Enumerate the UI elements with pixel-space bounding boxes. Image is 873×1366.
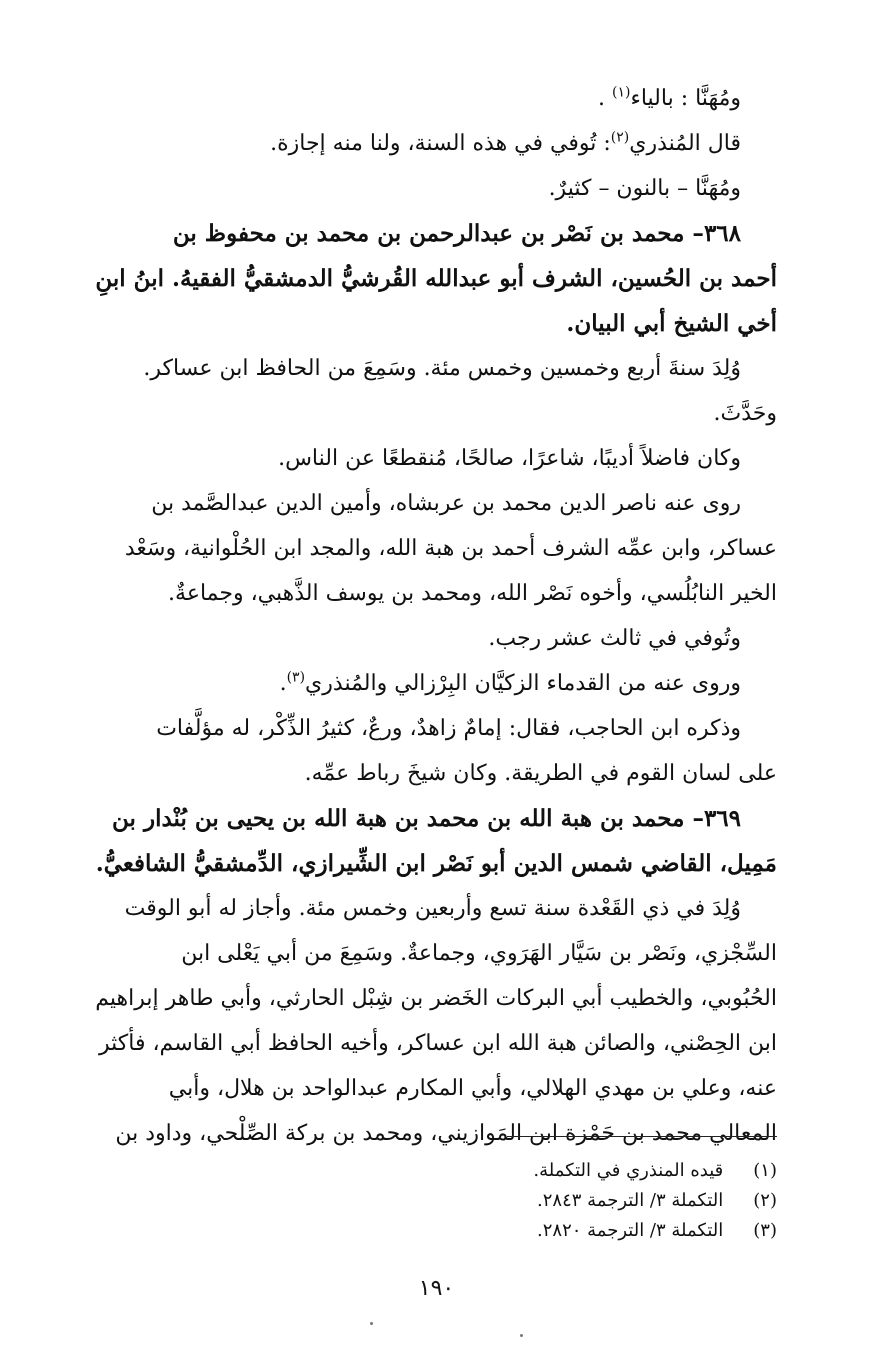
scan-speck [370, 1322, 373, 1325]
text-line [94, 616, 777, 661]
footnote-number: (٣) [753, 1220, 777, 1241]
main-text [94, 76, 777, 1156]
footnote-reference[interactable]: (٣) [286, 669, 306, 686]
line-text: السِّجْزي، ونَصْر بن سَيَّار الهَرَوي، وجماعةٌ. وسَمِعَ من أبي يَعْلى ابن [181, 941, 777, 966]
text-line [94, 886, 777, 931]
scan-speck [520, 1334, 523, 1337]
line-text: أحمد بن الحُسين، الشرف أبو عبدالله القُرشيُّ الدمشقيُّ الفقيهُ. ابنُ ابنِ [95, 265, 777, 292]
text-line [94, 391, 777, 436]
text-line [94, 751, 777, 796]
line-text: وحَدَّثَ. [713, 401, 777, 426]
line-text: وُلِدَ سنةَ أربع وخمسين وخمس مئة. وسَمِعَ من الحافظ ابن عساكر. [143, 356, 741, 381]
line-text-tail: . [279, 671, 287, 696]
entry-heading-line [94, 256, 777, 301]
line-text: وذكره ابن الحاجب، فقال: إمامٌ زاهدٌ، ورعٌ، كثيرُ الذِّكْر، له مؤلَّفات [156, 716, 741, 741]
line-text: أخي الشيخ أبي البيان. [566, 310, 777, 337]
entry-heading-line [94, 796, 777, 841]
line-text: مَمِيل، القاضي شمس الدين أبو نَصْر ابن الشِّيرازي، الدِّمشقيُّ الشافعيُّ. [95, 850, 777, 877]
line-text: وتُوفي في ثالث عشر رجب. [488, 626, 741, 651]
line-text: ومُهَنَّا : بالياء [630, 86, 741, 111]
line-text: الخير النابُلُسي، وأخوه نَصْر الله، ومحمد بن يوسف الذَّهبي، وجماعةٌ. [168, 581, 777, 606]
text-line [94, 706, 777, 751]
entry-heading-line [94, 211, 777, 256]
line-text: على لسان القوم في الطريقة. وكان شيخَ رباط عمِّه. [304, 761, 777, 786]
footnote-item [94, 1216, 777, 1246]
text-line [94, 436, 777, 481]
line-text: قال المُنذري [629, 131, 741, 156]
line-text: وُلِدَ في ذي القَعْدة سنة تسع وأربعين وخمس مئة. وأجاز له أبو الوقت [124, 896, 741, 921]
text-line [94, 1066, 777, 1111]
entry-heading-line [94, 841, 777, 886]
footnote-number: (١) [753, 1160, 777, 1181]
text-line [94, 1111, 777, 1156]
footnote-item [94, 1186, 777, 1216]
text-line [94, 1021, 777, 1066]
footnote-item [94, 1156, 777, 1186]
text-line [94, 976, 777, 1021]
line-text: ٣٦٨– محمد بن نَصْر بن عبدالرحمن بن محمد بن محفوظ بن [172, 220, 741, 247]
footnote-text: التكملة ٣/ الترجمة ٢٨٤٣. [537, 1190, 724, 1211]
line-text: وروى عنه من القدماء الزكيَّان البِرْزالي والمُنذري [305, 671, 741, 696]
line-text: روى عنه ناصر الدين محمد بن عربشاه، وأمين الدين عبدالصَّمد بن [151, 491, 741, 516]
line-text: الحُبُوبي، والخطيب أبي البركات الخَضر بن شِبْل الحارثي، وأبي طاهر إبراهيم [95, 986, 777, 1011]
page-number: ١٩٠ [418, 1276, 455, 1301]
footnote-text: التكملة ٣/ الترجمة ٢٨٢٠. [537, 1220, 724, 1241]
line-text-tail: : تُوفي في هذه السنة، ولنا منه إجازة. [270, 131, 611, 156]
text-line [94, 571, 777, 616]
footnote-reference[interactable]: (١) [612, 84, 631, 101]
line-text: وكان فاضلاً أديبًا، شاعرًا، صالحًا، مُنقطعًا عن الناس. [278, 446, 741, 471]
text-line [94, 481, 777, 526]
text-line [94, 121, 777, 166]
footnote-text: قيده المنذري في التكملة. [533, 1160, 724, 1181]
text-line [94, 166, 777, 211]
text-line [94, 931, 777, 976]
line-text: ٣٦٩– محمد بن هبة الله بن محمد بن هبة الله بن يحيى بن بُنْدار بن [112, 805, 741, 832]
line-text: عساكر، وابن عمِّه الشرف أحمد بن هبة الله، والمجد ابن الحُلْوانية، وسَعْد [124, 536, 777, 561]
text-line [94, 526, 777, 571]
text-line [94, 346, 777, 391]
line-text: عنه، وعلي بن مهدي الهلالي، وأبي المكارم عبدالواحد بن هلال، وأبي [168, 1076, 777, 1101]
footnote-divider [507, 1136, 777, 1137]
line-text: ابن الحِصْني، والصائن هبة الله ابن عساكر، وأخيه الحافظ أبي القاسم، فأكثر [98, 1031, 777, 1056]
entry-heading-line [94, 301, 777, 346]
footnote-number: (٢) [753, 1190, 777, 1211]
footnotes [94, 1156, 777, 1246]
line-text: ومُهَنَّا – بالنون – كثيرٌ. [548, 176, 741, 201]
line-text: المعالي محمد بن حَمْزة ابن المَوازيني، ومحمد بن بركة الصِّلْحي، وداود بن [115, 1121, 777, 1146]
text-line [94, 661, 777, 706]
footnote-reference[interactable]: (٢) [610, 129, 630, 146]
text-line [94, 76, 777, 121]
line-text-tail: . [598, 86, 613, 111]
